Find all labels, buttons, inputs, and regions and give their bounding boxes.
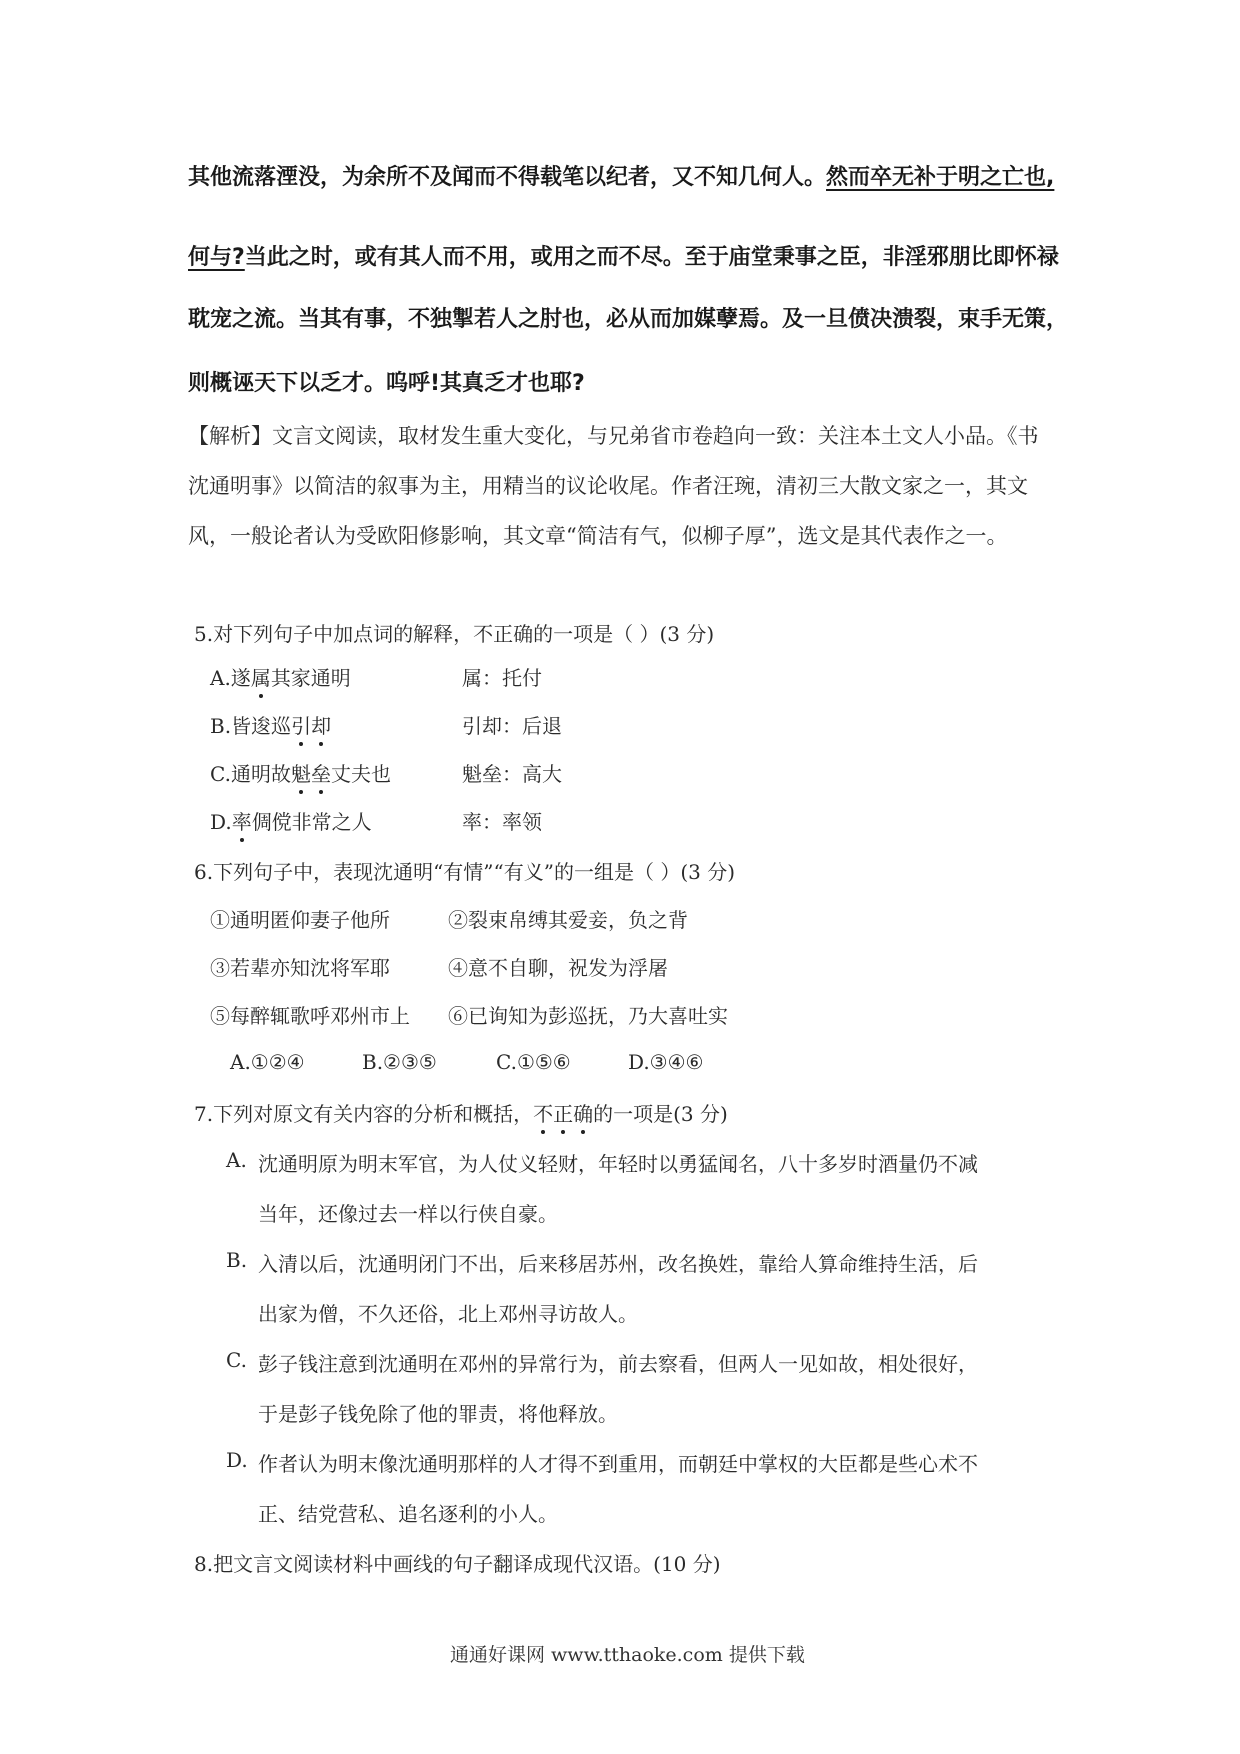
q6-answer-c: C.①⑤⑥	[496, 1050, 571, 1074]
dotted-char: 魁	[291, 758, 311, 787]
passage-text: 则概诬天下以乏才。呜呼!其真乏才也耶?	[188, 371, 585, 396]
q6-answer-d: D.③④⑥	[628, 1050, 704, 1074]
q7-option-a-line1: 沈通明原为明末军官，为人仗义轻财，年轻时以勇猛闻名，八十多岁时酒量仍不减	[258, 1152, 978, 1176]
q5-option-d-gloss: 率：率领	[462, 810, 542, 834]
q7-option-d-line1: 作者认为明末像沈通明那样的人才得不到重用，而朝廷中掌权的大臣都是些心术不	[258, 1452, 978, 1476]
passage-text: 其他流落湮没，为余所不及闻而不得载笔以纪者，又不知几何人。	[188, 165, 827, 190]
q6-item: ⑤每醉辄歌呼邓州市上	[210, 1004, 410, 1028]
analysis-line-1: 【解析】文言文阅读，取材发生重大变化，与兄弟省市卷趋向一致：关注本土文人小品。《书	[188, 424, 1039, 448]
dotted-char: 却	[311, 710, 331, 739]
q6-item: ②裂束帛缚其爱妾，负之背	[448, 908, 688, 932]
page-footer: 通通好课网 www.tthaoke.com 提供下载	[450, 1644, 805, 1666]
q6-answer-a: A.①②④	[230, 1050, 305, 1074]
passage-line-1	[188, 160, 1054, 191]
q6-item: ③若辈亦知沈将军耶	[210, 956, 390, 980]
passage-text: 耽宠之流。当其有事，不独掣若人之肘也，必从而加媒孽焉。及一旦偾决溃裂，束手无策，	[188, 307, 1069, 332]
q7-option-c-line2: 于是彭子钱免除了他的罪责，将他释放。	[258, 1402, 618, 1426]
q7-option-c-line1: 彭子钱注意到沈通明在邓州的异常行为，前去察看，但两人一见如故，相处很好，	[258, 1352, 978, 1376]
dotted-word: 率	[232, 806, 252, 835]
q5-option-c-gloss: 魁垒：高大	[462, 762, 562, 786]
q5-stem: 5.对下列句子中加点词的解释，不正确的一项是（ ）(3 分)	[194, 622, 715, 646]
dotted-char: 不	[533, 1098, 553, 1127]
q6-item: ④意不自聊，祝发为浮屠	[448, 956, 668, 980]
passage-line-3	[188, 302, 1068, 333]
q6-item: ①通明匿仰妻子他所	[210, 908, 390, 932]
q5-option-a-gloss: 属：托付	[462, 666, 542, 690]
analysis-line-2: 沈通明事》以简洁的叙事为主，用精当的议论收尾。作者汪琬，清初三大散文家之一，其文	[188, 474, 1028, 498]
q5-option-b: B.皆逡巡引却	[210, 710, 331, 739]
q6-answer-b: B.②③⑤	[362, 1050, 437, 1074]
dotted-word	[533, 1102, 593, 1126]
dotted-word	[291, 762, 331, 786]
q5-option-a: A.遂属其家通明	[210, 662, 351, 691]
q7-option-a-line2: 当年，还像过去一样以行侠自豪。	[258, 1202, 558, 1226]
q7-option-b-line1: 入清以后，沈通明闭门不出，后来移居苏州，改名换姓，靠给人算命维持生活，后	[258, 1252, 978, 1276]
q7-option-a-label: A.	[226, 1148, 247, 1172]
underlined-sentence: 然而卒无补于明之亡也,	[826, 165, 1055, 190]
q5-option-c: C.通明故魁垒丈夫也	[210, 758, 391, 787]
q7-option-d-line2: 正、结党营私、追名逐利的小人。	[258, 1502, 558, 1526]
dotted-char: 垒	[311, 758, 331, 787]
q7-option-b-label: B.	[226, 1248, 248, 1272]
q5-option-b-gloss: 引却：后退	[462, 714, 562, 738]
dotted-char: 引	[291, 710, 311, 739]
q7-option-c-label: C.	[226, 1348, 247, 1372]
passage-line-2	[188, 240, 1059, 271]
q6-item: ⑥已询知为彭巡抚，乃大喜吐实	[448, 1004, 728, 1028]
dotted-char: 确	[573, 1098, 593, 1127]
q8-stem: 8.把文言文阅读材料中画线的句子翻译成现代汉语。(10 分)	[194, 1552, 721, 1576]
q6-stem: 6.下列句子中，表现沈通明“有情”“有义”的一组是（ ）(3 分)	[194, 860, 736, 884]
dotted-word: 属	[251, 662, 271, 691]
passage-text: 当此之时，或有其人而不用，或用之而不尽。至于庙堂秉事之臣，非淫邪朋比即怀禄	[244, 245, 1059, 270]
q5-option-d: D.率倜傥非常之人	[210, 806, 372, 835]
dotted-word	[291, 714, 331, 738]
q7-option-d-label: D.	[226, 1448, 248, 1472]
underlined-sentence: 何与?	[188, 245, 245, 270]
q7-option-b-line2: 出家为僧，不久还俗，北上邓州寻访故人。	[258, 1302, 638, 1326]
dotted-char: 正	[553, 1098, 573, 1127]
analysis-line-3: 风，一般论者认为受欧阳修影响，其文章“简洁有气，似柳子厚”，选文是其代表作之一。	[188, 524, 1008, 548]
q7-stem: 7.下列对原文有关内容的分析和概括，不正确的一项是(3 分)	[194, 1098, 728, 1127]
passage-line-4	[188, 366, 585, 397]
